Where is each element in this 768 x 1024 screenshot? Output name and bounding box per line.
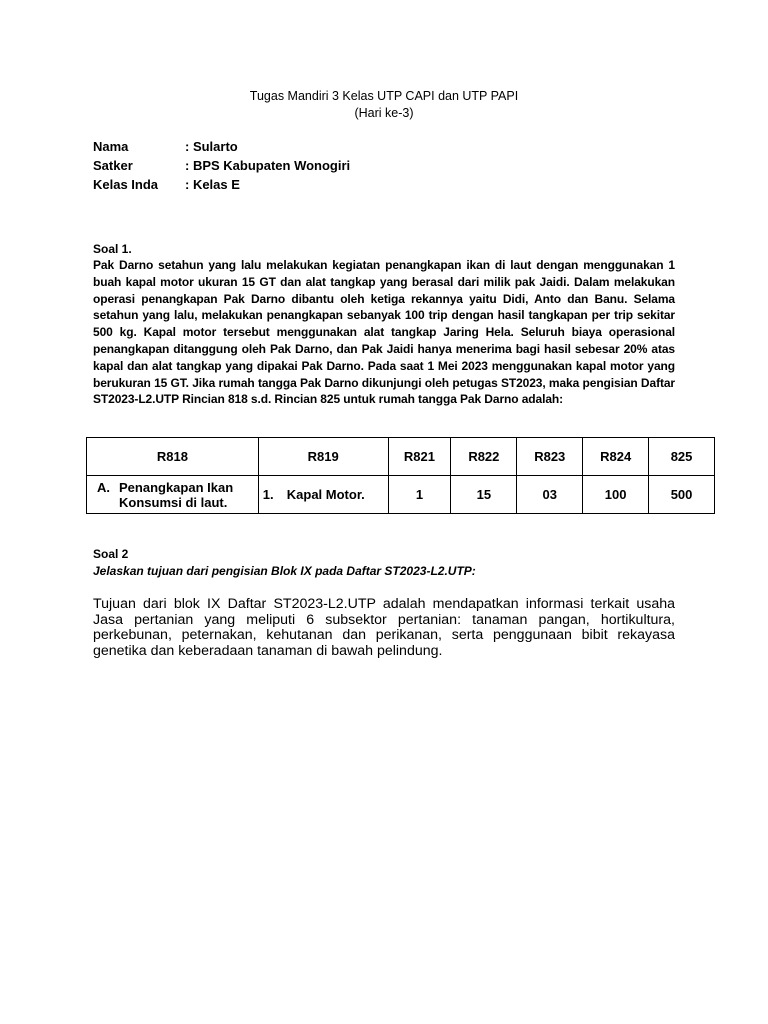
cell-r821: 1 [388,476,451,514]
identity-row-nama [93,137,350,156]
r818-marker: A. [97,479,110,495]
document-subtitle: (Hari ke-3) [354,106,414,120]
table-header-row [87,438,715,476]
table-header-r818: R818 [87,438,259,476]
document-title: Tugas Mandiri 3 Kelas UTP CAPI dan UTP PAPI [249,89,519,103]
r819-marker: 1. [262,487,274,502]
cell-r824: 100 [583,476,649,514]
soal2-heading: Soal 2 [93,547,129,561]
table-header-r821: R821 [388,438,451,476]
cell-r819 [258,476,388,514]
table-header-r823: R823 [517,438,583,476]
r818-text-line2: Konsumsi di laut. [119,494,228,510]
cell-r822: 15 [451,476,517,514]
soal2-answer: Tujuan dari blok IX Daftar ST2023-L2.UTP adalah mendapatkan informasi terkait usaha Jasa pertanian yang meliputi 6 subsektor pertanian: tanaman pangan, hortikultura, perkebunan, peternakan, kehutanan dan perikanan, serta penggunaan bibit rekayasa genetika dan keberadaan tanaman di bawah pelindung. [93,596,675,659]
identity-value: : BPS Kabupaten Wonogiri [185,158,351,173]
identity-value: : Kelas E [185,177,240,192]
identity-row-kelas [93,175,350,194]
soal1-paragraph: Pak Darno setahun yang lalu melakukan kegiatan penangkapan ikan di laut dengan menggunakan 1 buah kapal motor ukuran 15 GT dan alat tangkap yang berasal dari milik pak Jaidi. Dalam melakukan operasi penangkapan Pak Darno dibantu oleh ketiga rekannya yaitu Didi, Anto dan Banu. Selama setahun yang lalu, melakukan penangkapan sebanyak 100 trip dengan hasil tangkapan per trip sekitar 500 kg. Kapal motor tersebut menggunakan alat tangkap Jaring Hela. Seluruh biaya operasional penangkapan ditanggung oleh Pak Darno, dan Pak Jaidi hanya menerima bagi hasil sebesar 20% atas kapal dan alat tangkap yang dipakai Pak Darno. Pada saat 1 Mei 2023 menggunakan kapal motor yang berukuran 15 GT. Jika rumah tangga Pak Darno dikunjungi oleh petugas ST2023, maka pengisian Daftar ST2023-L2.UTP Rincian 818 s.d. Rincian 825 untuk rumah tangga Pak Darno adalah: [93,258,675,407]
r818-line1 [97,480,258,495]
identity-block [93,137,350,194]
rincian-table [86,437,715,514]
soal1-heading: Soal 1. [93,242,132,256]
table-header-825: 825 [649,438,715,476]
identity-row-satker [93,156,350,175]
r818-text-line1: Penangkapan Ikan [119,479,234,495]
table-row [87,476,715,514]
cell-r823: 03 [517,476,583,514]
table-header-r819: R819 [258,438,388,476]
soal2-question: Jelaskan tujuan dari pengisian Blok IX pada Daftar ST2023-L2.UTP: [93,564,476,578]
identity-label: Satker [93,158,133,173]
identity-label: Nama [93,139,129,154]
r819-text: Kapal Motor. [286,487,365,502]
cell-825: 500 [649,476,715,514]
table-header-r824: R824 [583,438,649,476]
identity-value: : Sularto [185,139,238,154]
table-header-r822: R822 [451,438,517,476]
identity-label: Kelas Inda [93,177,159,192]
cell-r818 [87,476,259,514]
